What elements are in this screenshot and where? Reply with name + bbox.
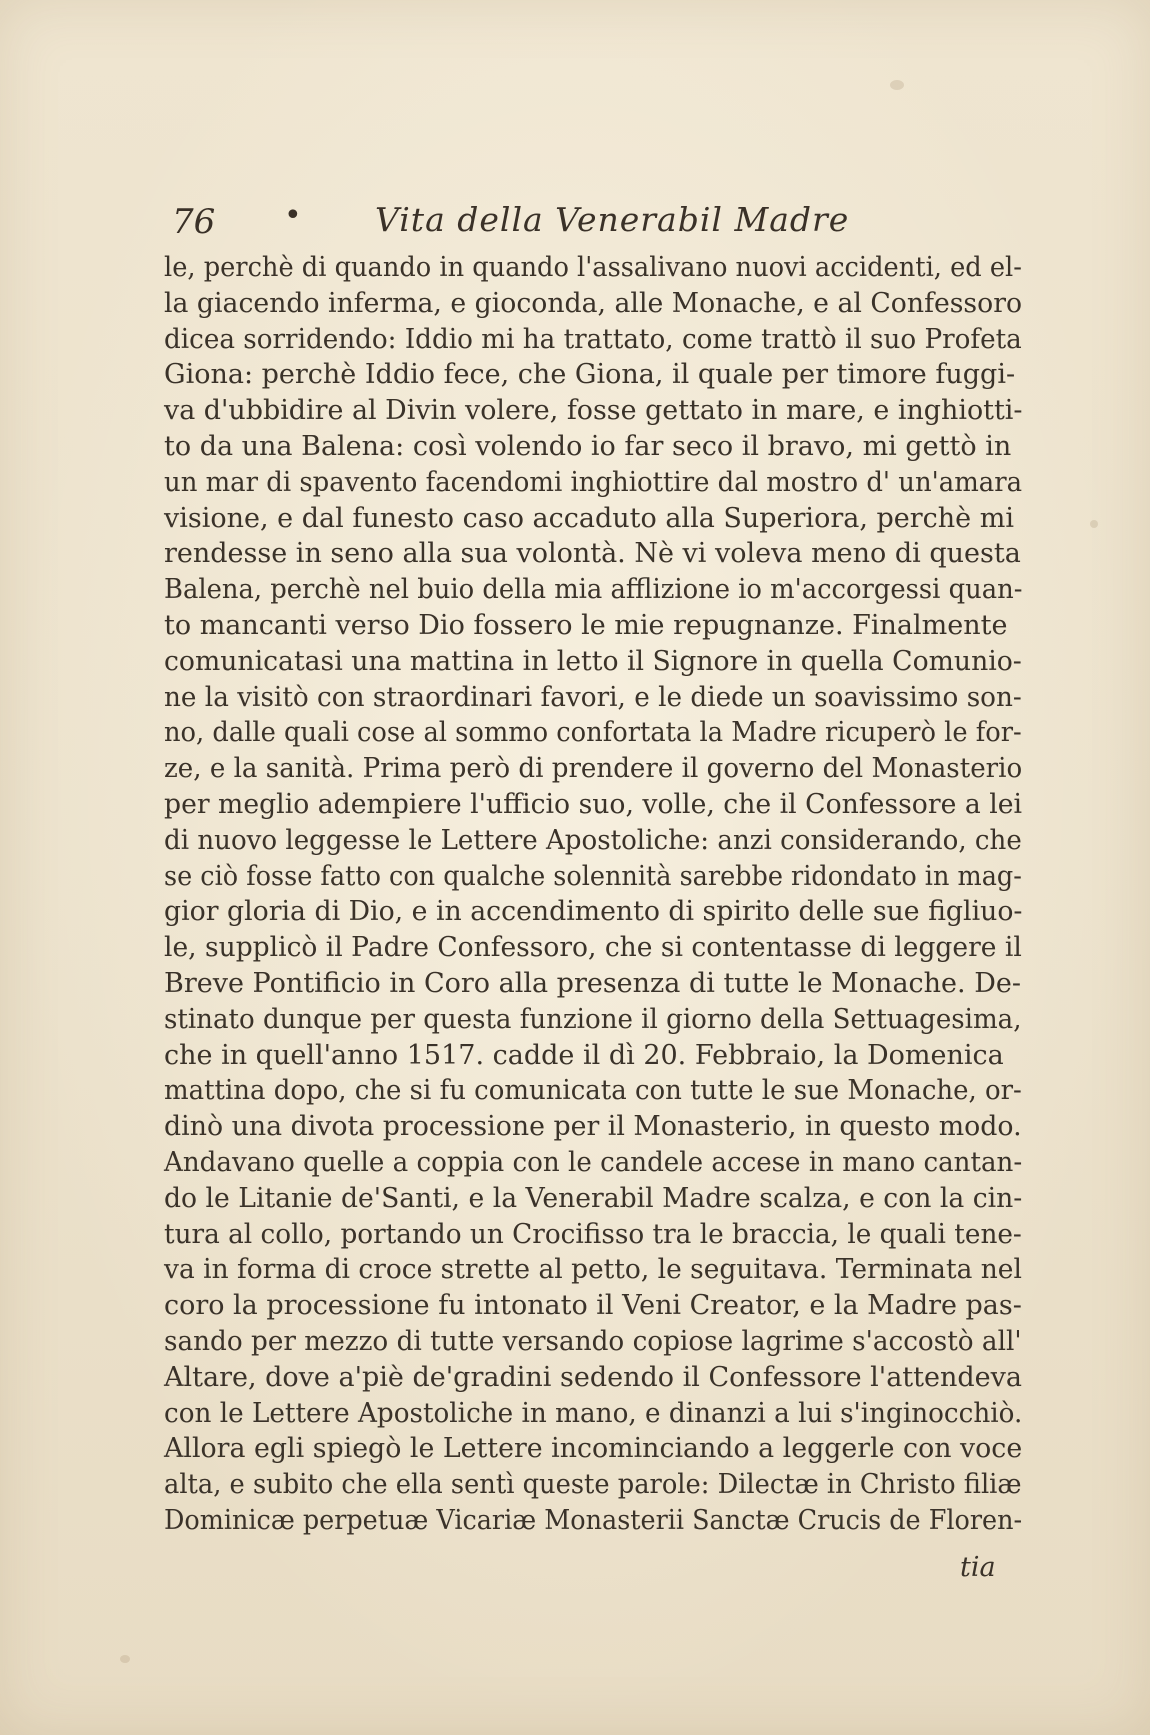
text-line: no, dalle quali cose al sommo confortata la Madre ricuperò le for-: [164, 717, 1022, 749]
text-line: di nuovo leggesse le Lettere Apostoliche: anzi considerando, che: [164, 824, 1022, 856]
foxing-spot: [1090, 520, 1098, 528]
text-line: un mar di spavento facendomi inghiottire dal mostro d' un'amara: [164, 466, 1023, 498]
text-line: la giacendo inferma, e gioconda, alle Monache, e al Confessoro: [164, 287, 1023, 319]
text-line: coro la processione fu intonato il Veni Creator, e la Madre pas-: [164, 1290, 1022, 1322]
page-header: [160, 198, 1020, 248]
text-line: Allora egli spiegò le Lettere incominciando a leggerle con voce: [164, 1433, 1023, 1465]
text-line: Balena, perchè nel buio della mia afflizione io m'accorgessi quan-: [164, 574, 1023, 606]
foxing-spot: [120, 1655, 130, 1663]
text-line: rendesse in seno alla sua volontà. Nè vi voleva meno di questa: [164, 538, 1021, 570]
text-line: tura al collo, portando un Crocifisso tra le braccia, le quali tene-: [164, 1218, 1022, 1250]
text-line: sando per mezzo di tutte versando copiose lagrime s'accostò all': [164, 1325, 1022, 1357]
text-line: alta, e subito che ella sentì queste parole: Dilectæ in Christo filiæ: [164, 1469, 1022, 1501]
page-number: 76: [172, 202, 216, 242]
text-line: dinò una divota processione per il Monasterio, in questo modo.: [164, 1111, 1022, 1143]
text-line: mattina dopo, che si fu comunicata con tutte le sue Monache, or-: [164, 1075, 1022, 1107]
text-line: visione, e dal funesto caso accaduto alla Superiora, perchè mi: [164, 502, 1014, 534]
text-line: Breve Pontificio in Coro alla presenza di tutte le Monache. De-: [164, 967, 1021, 999]
text-line: do le Litanie de'Santi, e la Venerabil Madre scalza, e con la cin-: [164, 1182, 1023, 1214]
foxing-spot: [890, 80, 904, 90]
text-line: va in forma di croce strette al petto, le seguitava. Terminata nel: [164, 1254, 1022, 1286]
text-line: ze, e la sanità. Prima però di prendere il governo del Monasterio: [164, 753, 1023, 785]
text-line: to da una Balena: così volendo io far seco il bravo, mi gettò in: [164, 430, 1012, 462]
body-text: [164, 250, 1022, 1539]
text-line: gior gloria di Dio, e in accendimento di spirito delle sue figliuo-: [164, 896, 1023, 928]
text-line: se ciò fosse fatto con qualche solennità sarebbe ridondato in mag-: [164, 860, 1022, 892]
text-line: con le Lettere Apostoliche in mano, e dinanzi a lui s'inginocchiò.: [164, 1397, 1023, 1429]
catchword: tia: [960, 1552, 996, 1583]
text-line: va d'ubbidire al Divin volere, fosse gettato in mare, e inghiotti-: [164, 395, 1023, 427]
text-line: Andavano quelle a coppia con le candele accese in mano cantan-: [164, 1146, 1023, 1178]
running-title: Vita della Venerabil Madre: [375, 200, 850, 239]
text-line: Dominicæ perpetuæ Vicariæ Monasterii Sanctæ Crucis de Floren-: [164, 1504, 1023, 1536]
text-line: comunicatasi una mattina in letto il Signore in quella Comunio-: [164, 645, 1022, 677]
text-line: che in quell'anno 1517. cadde il dì 20. Febbraio, la Domenica: [164, 1039, 1004, 1071]
text-line: le, supplicò il Padre Confessoro, che si contentasse di leggere il: [164, 932, 1022, 964]
text-line: Altare, dove a'piè de'gradini sedendo il Confessore l'attendeva: [164, 1361, 1022, 1393]
text-line: per meglio adempiere l'ufficio suo, volle, che il Confessore a lei: [164, 788, 1023, 820]
ink-dot-ornament: •: [284, 198, 302, 233]
text-line: dicea sorridendo: Iddio mi ha trattato, come trattò il suo Profeta: [164, 323, 1022, 355]
text-line: stinato dunque per questa funzione il giorno della Settuagesima,: [164, 1003, 1022, 1035]
text-line: to mancanti verso Dio fossero le mie repugnanze. Finalmente: [164, 609, 1008, 641]
text-line: ne la visitò con straordinari favori, e le diede un soavissimo son-: [164, 681, 1022, 713]
text-line: Giona: perchè Iddio fece, che Giona, il quale per timore fuggi-: [164, 359, 1016, 391]
text-line: le, perchè di quando in quando l'assalivano nuovi accidenti, ed el-: [164, 252, 1022, 283]
